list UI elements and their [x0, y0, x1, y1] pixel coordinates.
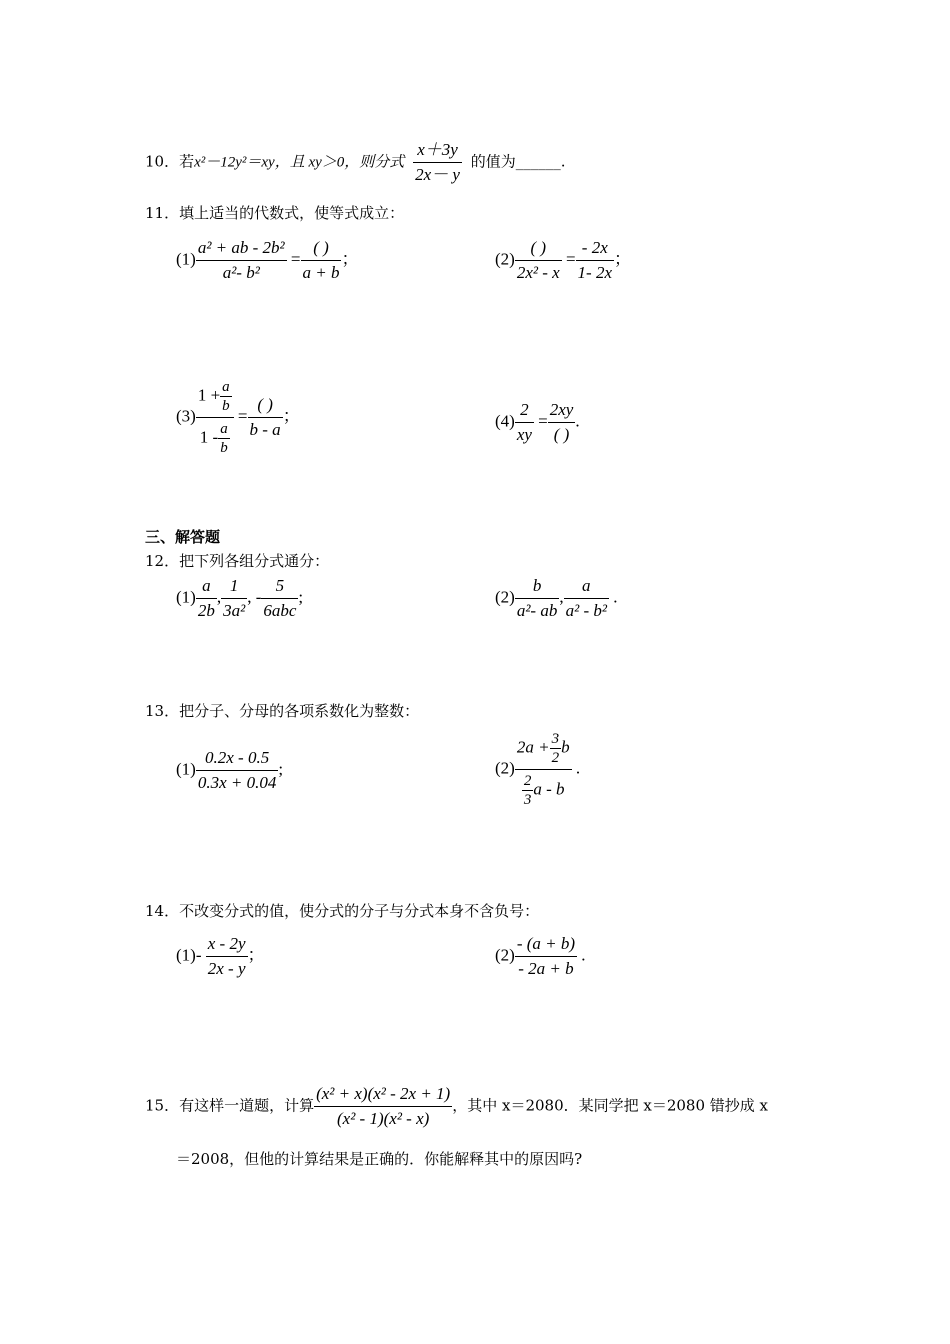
complex-fraction — [515, 730, 572, 809]
denominator: a²- b² — [222, 263, 260, 282]
complex-denominator — [196, 418, 234, 457]
fraction — [221, 574, 247, 623]
term: a - b — [533, 779, 565, 799]
inner-fraction — [220, 378, 232, 415]
equals-sign: = — [290, 249, 301, 269]
question-15 — [145, 1082, 768, 1131]
part-label: (1) — [176, 249, 196, 269]
fraction — [564, 574, 609, 623]
denominator: 2x² - x — [516, 263, 560, 282]
q10-suffix: 的值为______. — [470, 152, 566, 171]
q15-line2: ＝2008，但他的计算结果是正确的．你能解释其中的原因吗? — [176, 1150, 583, 1168]
denominator: b — [222, 398, 230, 414]
comma: , — [559, 587, 564, 607]
numerator-blank: ( ) — [301, 236, 342, 261]
q13-title: 13．把分子、分母的各项系数化为整数： — [145, 702, 420, 720]
denominator: xy — [516, 425, 532, 444]
denominator: a²- ab — [516, 601, 558, 620]
complex-numerator — [196, 378, 234, 418]
part-label: (1) — [176, 587, 196, 607]
q10-denominator: 2x－ y — [415, 165, 460, 184]
punctuation: . — [613, 587, 618, 607]
numerator: 2xy — [548, 398, 576, 423]
punctuation: ; — [298, 587, 304, 607]
denominator: 3 — [523, 792, 532, 808]
q15-fraction — [314, 1082, 452, 1131]
numerator: 5 — [261, 574, 298, 599]
equals-sign: = — [538, 411, 548, 431]
q15-suffix: ，其中 x＝2080．某同学把 x＝2080 错抄成 x — [452, 1096, 769, 1115]
denominator: 2b — [197, 601, 215, 620]
denominator-blank: ( ) — [553, 425, 570, 444]
denominator: a² - b² — [565, 601, 607, 620]
fraction — [515, 574, 560, 623]
q11-part4 — [495, 398, 580, 447]
q13-part1 — [176, 746, 283, 795]
denominator: 2 — [551, 750, 560, 766]
denominator: 0.3x + 0.04 — [197, 773, 277, 792]
q11-p1-right-fraction — [301, 236, 342, 285]
equals-sign: = — [565, 249, 576, 269]
inner-fraction — [218, 420, 230, 457]
denominator: b - a — [249, 420, 281, 439]
numerator-blank: ( ) — [248, 393, 283, 418]
inner-fraction — [522, 772, 534, 809]
numerator: 2 — [515, 398, 534, 423]
numerator: 3 — [551, 731, 560, 747]
numerator: a — [196, 574, 217, 599]
numerator-blank: ( ) — [515, 236, 562, 261]
q10-condition: x²－12y²＝xy，且 xy＞0，则分式 — [194, 154, 405, 171]
question-10 — [145, 138, 565, 187]
part-label: (1) — [176, 759, 196, 779]
term: 2a + — [516, 737, 550, 757]
q11-p3-complex-fraction — [196, 378, 234, 457]
numerator: 1 — [221, 574, 247, 599]
denominator: 3a² — [223, 601, 246, 620]
q15-prefix: 15．有这样一道题，计算 — [145, 1096, 315, 1115]
fraction — [261, 574, 298, 623]
numerator: a² + ab - 2b² — [196, 236, 287, 261]
fraction — [515, 932, 577, 981]
negative-sign: - — [195, 945, 202, 965]
q11-p3-right-fraction — [248, 393, 283, 442]
q11-p2-left-fraction — [515, 236, 562, 285]
q11-part3 — [176, 378, 300, 457]
punctuation: ； — [614, 249, 631, 269]
denominator: a + b — [302, 263, 340, 282]
numerator: 0.2x - 0.5 — [196, 746, 279, 771]
comma: , — [216, 587, 222, 607]
denominator: (x² - 1)(x² - x) — [337, 1109, 430, 1128]
numerator: (x² + x)(x² - 2x + 1) — [314, 1082, 452, 1107]
fraction — [206, 932, 248, 981]
q11-p4-right-fraction — [548, 398, 576, 447]
numerator: a — [222, 379, 230, 395]
numerator: x - 2y — [206, 932, 248, 957]
q10-fraction — [413, 138, 462, 187]
part-label: (4) — [495, 411, 515, 431]
punctuation: . — [581, 945, 586, 965]
q11-title: 11．填上适当的代数式，使等式成立： — [145, 204, 405, 222]
denominator: 6abc — [263, 601, 297, 620]
part-label: (2) — [495, 587, 515, 607]
q12-title: 12．把下列各组分式通分： — [145, 552, 330, 570]
comma-negative: , - — [247, 587, 262, 607]
fraction — [196, 574, 217, 623]
numerator: - (a + b) — [515, 932, 577, 957]
punctuation: ； — [282, 406, 300, 426]
punctuation: ; — [278, 759, 284, 779]
term: 1 - — [199, 427, 219, 447]
q10-prefix: 10．若 — [145, 152, 195, 171]
term: b — [561, 737, 570, 757]
denominator: 2x - y — [207, 959, 246, 978]
part-label: (3) — [176, 406, 196, 426]
q14-part2 — [495, 932, 586, 981]
denominator: - 2a + b — [518, 959, 574, 978]
q13-part2 — [495, 730, 580, 809]
complex-denominator — [515, 770, 572, 809]
numerator: a — [564, 574, 609, 599]
punctuation: . — [575, 758, 581, 778]
punctuation: ； — [247, 945, 265, 965]
q11-p2-right-fraction — [576, 236, 614, 285]
q11-p1-left-fraction — [196, 236, 287, 285]
section-heading: 三、解答题 — [145, 528, 221, 546]
numerator: b — [515, 574, 560, 599]
inner-fraction — [550, 730, 562, 767]
complex-numerator — [515, 730, 572, 770]
denominator: b — [220, 440, 228, 456]
q12-part1 — [176, 574, 303, 623]
q14-part1 — [176, 932, 265, 981]
q12-part2 — [495, 574, 617, 623]
part-label: (2) — [495, 758, 515, 778]
denominator: 1- 2x — [577, 263, 612, 282]
part-label: (2) — [495, 249, 515, 269]
q11-part1 — [176, 236, 358, 285]
q11-p4-left-fraction — [515, 398, 534, 447]
fraction — [196, 746, 279, 795]
equals-sign: = — [237, 406, 248, 426]
numerator: - 2x — [576, 236, 614, 261]
q14-title: 14．不改变分式的值，使分式的分子与分式本身不含负号： — [145, 902, 540, 920]
part-label: (2) — [495, 945, 515, 965]
numerator: a — [220, 421, 228, 437]
term: 1 + — [197, 385, 221, 405]
q11-part2 — [495, 236, 631, 285]
punctuation: . — [575, 411, 580, 431]
numerator: 2 — [523, 773, 532, 789]
part-label: (1) — [176, 945, 196, 965]
q10-numerator: x＋3y — [413, 138, 462, 163]
punctuation: ； — [341, 249, 359, 269]
